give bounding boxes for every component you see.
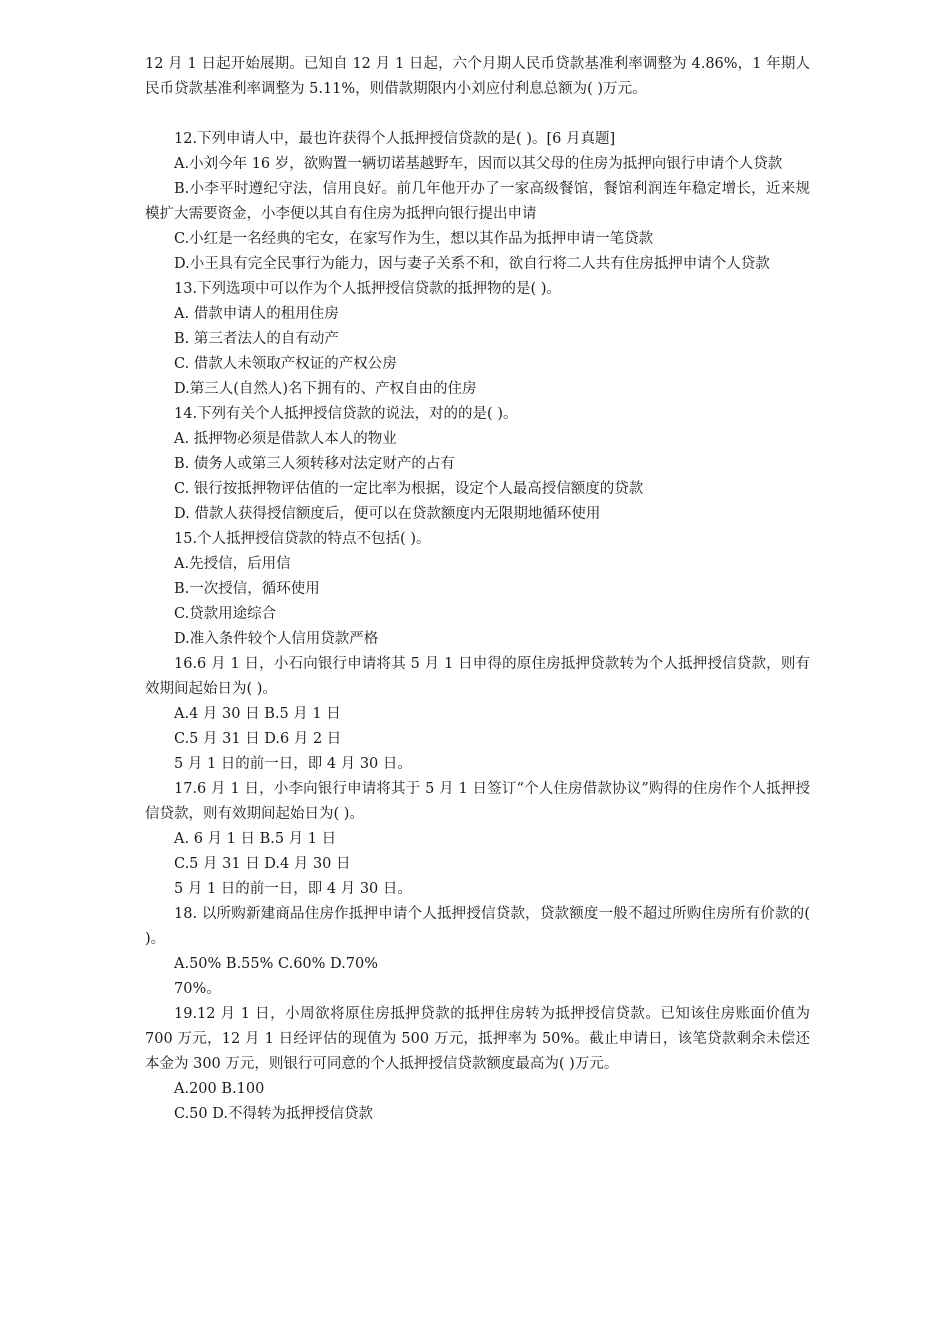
paragraph: 5 月 1 日的前一日，即 4 月 30 日。 (174, 881, 412, 897)
paragraph: 12 月 1 日起开始展期。已知自 12 月 1 日起，六个月期人民币贷款基准利率调整为 4.86%，1 年期人民币贷款基准利率调整为 5.11%，则借款期限内小刘应付利息总额为( )万元。 (145, 56, 810, 97)
paragraph: B.小李平时遵纪守法，信用良好。前几年他开办了一家高级餐馆，餐馆利润连年稳定增长，近来规模扩大需要资金，小李便以其自有住房为抵押向银行提出申请 (145, 181, 810, 222)
paragraph: A. 6 月 1 日 B.5 月 1 日 (174, 831, 337, 847)
paragraph: 18. 以所购新建商品住房作抵押申请个人抵押授信贷款，贷款额度一般不超过所购住房所有价款的( )。 (145, 906, 810, 947)
paragraph: A.200 B.100 (174, 1081, 265, 1097)
paragraph-gap (145, 102, 810, 127)
paragraph: C.贷款用途综合 (174, 606, 277, 622)
paragraph: C.5 月 31 日 D.4 月 30 日 (174, 856, 351, 872)
paragraph: A. 借款申请人的租用住房 (174, 306, 339, 322)
paragraph: A.小刘今年 16 岁，欲购置一辆切诺基越野车，因而以其父母的住房为抵押向银行申请个人贷款 (174, 156, 783, 172)
paragraph: 70%。 (174, 981, 221, 997)
paragraph: 15.个人抵押授信贷款的特点不包括( )。 (174, 531, 431, 547)
paragraph: C. 银行按抵押物评估值的一定比率为根据，设定个人最高授信额度的贷款 (174, 481, 644, 497)
paragraph: A. 抵押物必须是借款人本人的物业 (174, 431, 397, 447)
paragraph: D.小王具有完全民事行为能力，因与妻子关系不和，欲自行将二人共有住房抵押申请个人贷款 (174, 256, 770, 272)
paragraph: 12.下列申请人中，最也许获得个人抵押授信贷款的是( )。[6 月真题] (174, 131, 616, 147)
paragraph: 17.6 月 1 日，小李向银行申请将其于 5 月 1 日签订“个人住房借款协议”购得的住房作个人抵押授信贷款，则有效期间起始日为( )。 (145, 781, 810, 822)
paragraph: B.一次授信，循环使用 (174, 581, 320, 597)
paragraph: B. 第三者法人的自有动产 (174, 331, 339, 347)
paragraph: 19.12 月 1 日，小周欲将原住房抵押贷款的抵押住房转为抵押授信贷款。已知该住房账面价值为 700 万元，12 月 1 日经评估的现值为 500 万元，抵押率为 50%。截止申请日，该笔贷款剩余未偿还本金为 300 万元，则银行可同意的个人抵押授信贷款额度最高为( )万元。 (145, 1006, 810, 1072)
paragraph: 16.6 月 1 日，小石向银行申请将其 5 月 1 日申得的原住房抵押贷款转为个人抵押授信贷款，则有效期间起始日为( )。 (145, 656, 810, 697)
paragraph: C. 借款人未领取产权证的产权公房 (174, 356, 397, 372)
paragraph: C.50 D.不得转为抵押授信贷款 (174, 1106, 373, 1122)
paragraph: 13.下列选项中可以作为个人抵押授信贷款的抵押物的是( )。 (174, 281, 561, 297)
paragraph: 5 月 1 日的前一日，即 4 月 30 日。 (174, 756, 412, 772)
paragraph: 14.下列有关个人抵押授信贷款的说法，对的的是( )。 (174, 406, 518, 422)
paragraph: A.4 月 30 日 B.5 月 1 日 (174, 706, 341, 722)
paragraph: D.第三人(自然人)名下拥有的、产权自由的住房 (174, 381, 477, 397)
paragraph: D.准入条件较个人信用贷款严格 (174, 631, 379, 647)
paragraph: D. 借款人获得授信额度后，便可以在贷款额度内无限期地循环使用 (174, 506, 601, 522)
paragraph: B. 债务人或第三人须转移对法定财产的占有 (174, 456, 455, 472)
paragraph: C.小红是一名经典的宅女，在家写作为生，想以其作品为抵押申请一笔贷款 (174, 231, 654, 247)
paragraph: C.5 月 31 日 D.6 月 2 日 (174, 731, 342, 747)
paragraph: A.先授信，后用信 (174, 556, 291, 572)
paragraph: A.50% B.55% C.60% D.70% (174, 956, 378, 972)
document-page (145, 52, 810, 1127)
